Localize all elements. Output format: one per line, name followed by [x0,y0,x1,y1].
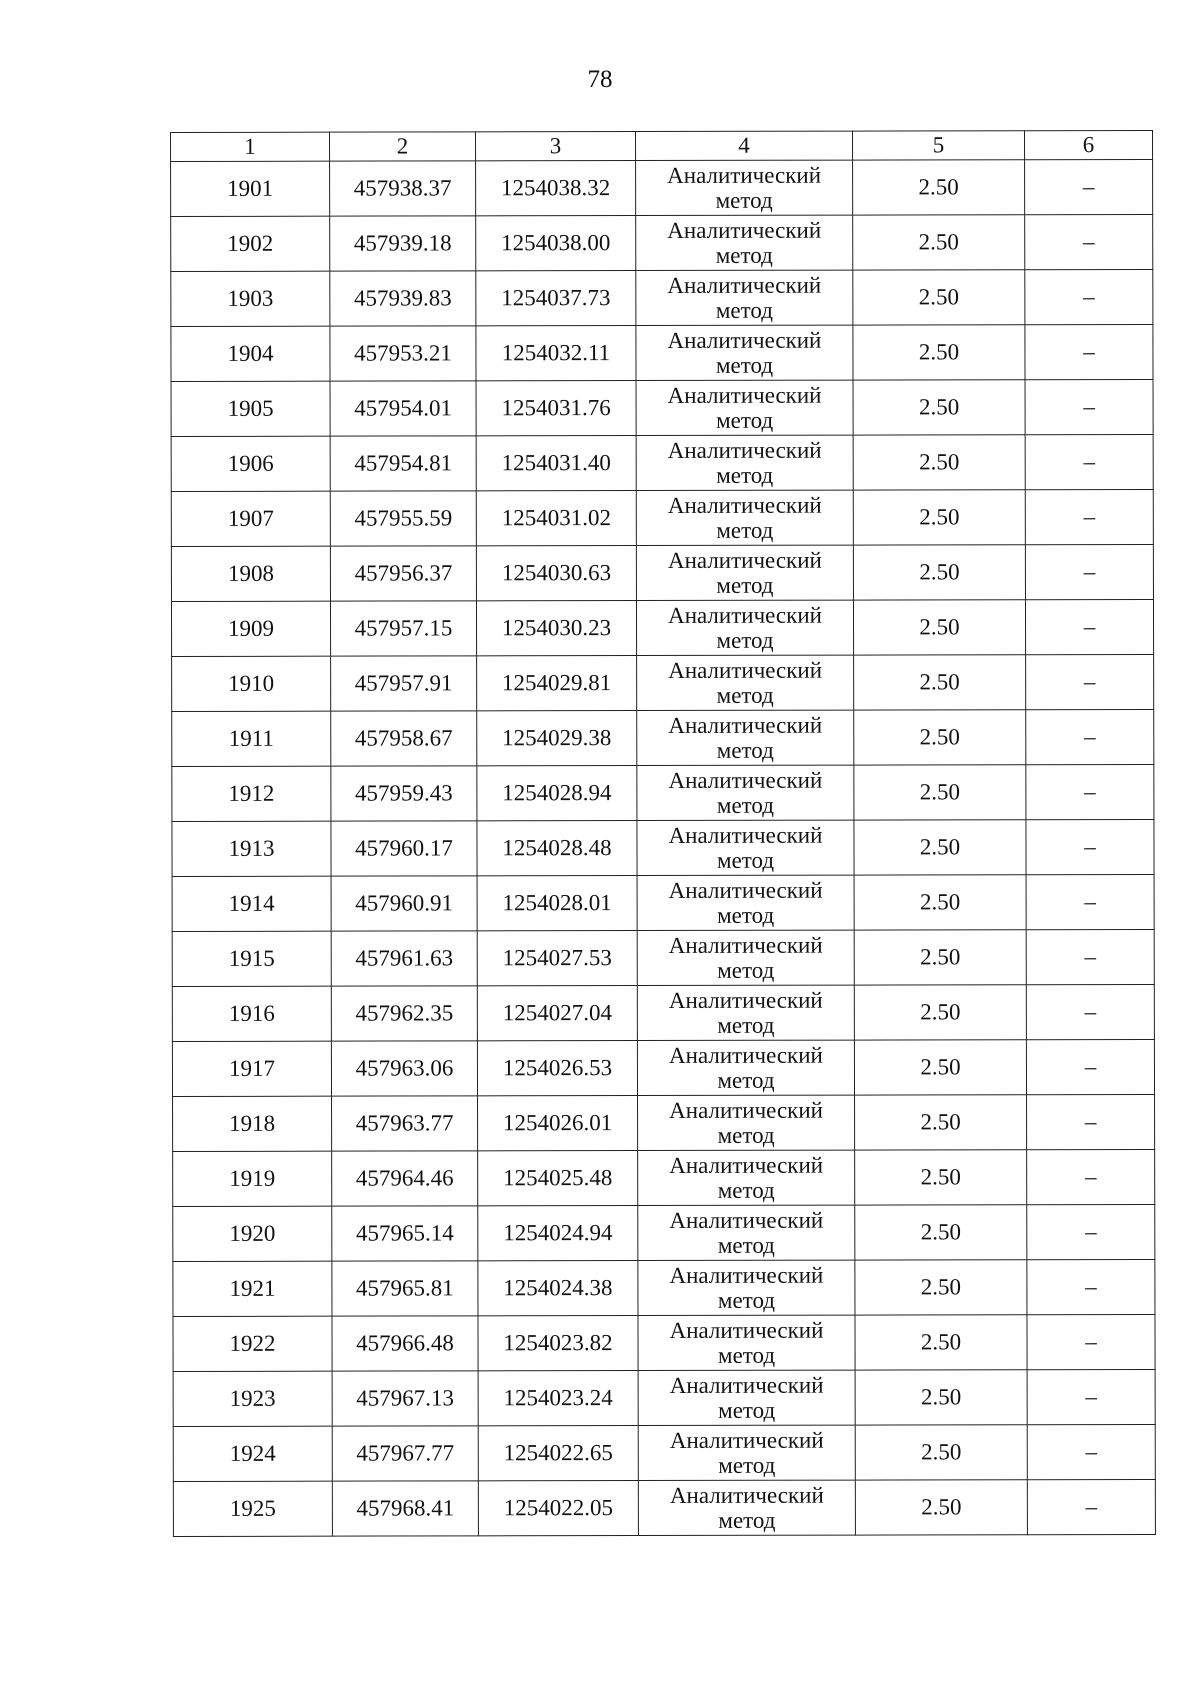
table-row [172,874,1154,931]
accuracy-cell: 2.50 [853,545,1025,600]
method-label-line2: метод [716,627,774,653]
table-row [173,1479,1155,1536]
x-coordinate-cell: 457954.81 [330,436,476,491]
description-cell: – [1027,1369,1155,1424]
description-cell: – [1025,599,1153,654]
description-cell: – [1026,929,1154,984]
method-label-line1: Аналитический [668,767,823,793]
point-number-cell: 1923 [173,1371,332,1426]
y-coordinate-cell: 1254038.32 [476,161,636,216]
description-cell: – [1027,1314,1155,1369]
method-cell [636,160,853,215]
method-cell [636,325,853,380]
method-label-line1: Аналитический [668,987,823,1013]
method-label-line1: Аналитический [669,1262,824,1288]
description-cell: – [1026,874,1154,929]
accuracy-cell: 2.50 [855,1315,1027,1370]
point-number-cell: 1917 [172,1041,331,1096]
method-label-line1: Аналитический [667,272,822,298]
y-coordinate-cell: 1254026.53 [477,1041,637,1096]
method-label-line2: метод [716,737,774,763]
y-coordinate-cell: 1254028.01 [477,876,637,931]
method-label-line1: Аналитический [669,1482,824,1508]
point-number-cell: 1908 [171,546,330,601]
x-coordinate-cell: 457967.77 [332,1426,478,1481]
method-label-line1: Аналитический [669,1427,824,1453]
point-number-cell: 1910 [172,656,331,711]
y-coordinate-cell: 1254027.53 [477,931,637,986]
table-row [173,1259,1155,1316]
x-coordinate-cell: 457957.91 [331,656,477,711]
table-row [171,214,1153,271]
x-coordinate-cell: 457965.14 [332,1206,478,1261]
description-cell: – [1025,544,1153,599]
method-cell [637,1040,854,1095]
method-label-line2: метод [718,1507,776,1533]
table-row [171,489,1153,546]
y-coordinate-cell: 1254023.24 [478,1371,638,1426]
table-row [173,1204,1155,1261]
method-label-line1: Аналитический [667,327,822,353]
table-row [172,984,1154,1041]
accuracy-cell: 2.50 [854,655,1026,710]
method-label-line1: Аналитический [669,1372,824,1398]
y-coordinate-cell: 1254024.38 [478,1261,638,1316]
method-label-line2: метод [715,242,773,268]
y-coordinate-cell: 1254038.00 [476,216,636,271]
y-coordinate-cell: 1254028.94 [477,766,637,821]
point-number-cell: 1924 [173,1426,332,1481]
method-cell [636,380,853,435]
method-label-line2: метод [717,1067,775,1093]
method-label-line1: Аналитический [668,822,823,848]
method-label-line1: Аналитический [668,602,822,628]
description-cell: – [1027,1424,1155,1479]
point-number-cell: 1914 [172,876,331,931]
method-cell [638,1150,855,1205]
description-cell: – [1025,214,1153,269]
method-label-line2: метод [716,572,774,598]
point-number-cell: 1913 [172,821,331,876]
accuracy-cell: 2.50 [853,600,1025,655]
y-coordinate-cell: 1254032.11 [476,326,636,381]
method-cell [637,655,854,710]
x-coordinate-cell: 457961.63 [331,931,477,986]
x-coordinate-cell: 457939.83 [330,271,476,326]
x-coordinate-cell: 457966.48 [332,1316,478,1371]
point-number-cell: 1911 [172,711,331,766]
point-number-cell: 1915 [172,931,331,986]
method-label-line2: метод [717,1012,775,1038]
method-label-line2: метод [716,462,774,488]
method-label-line1: Аналитический [667,547,822,573]
x-coordinate-cell: 457960.17 [331,821,477,876]
method-cell [637,985,854,1040]
method-label-line1: Аналитический [667,217,822,243]
description-cell: – [1025,269,1153,324]
x-coordinate-cell: 457967.13 [332,1371,478,1426]
method-cell [637,930,854,985]
method-label-line1: Аналитический [668,932,823,958]
y-coordinate-cell: 1254030.23 [476,601,636,656]
point-number-cell: 1903 [171,271,330,326]
accuracy-cell: 2.50 [853,380,1025,435]
method-label-line1: Аналитический [667,162,822,188]
y-coordinate-cell: 1254037.73 [476,271,636,326]
method-label-line1: Аналитический [667,492,822,518]
accuracy-cell: 2.50 [853,435,1025,490]
method-cell [637,820,854,875]
method-label-line1: Аналитический [669,1207,824,1233]
method-label-line2: метод [716,682,774,708]
point-number-cell: 1905 [171,381,330,436]
method-label-line2: метод [715,297,773,323]
description-cell: – [1026,819,1154,874]
accuracy-cell: 2.50 [854,1040,1026,1095]
y-coordinate-cell: 1254022.65 [478,1426,638,1481]
description-cell: – [1025,489,1153,544]
y-coordinate-cell: 1254024.94 [478,1206,638,1261]
x-coordinate-cell: 457962.35 [331,986,477,1041]
y-coordinate-cell: 1254029.81 [477,656,637,711]
table-row [171,544,1153,601]
table-header [171,130,1153,161]
y-coordinate-cell: 1254028.48 [477,821,637,876]
accuracy-cell: 2.50 [854,985,1026,1040]
method-cell [638,1370,855,1425]
column-header-3: 3 [476,132,636,161]
x-coordinate-cell: 457963.77 [332,1096,478,1151]
method-cell [636,600,853,655]
table-row [171,269,1153,326]
y-coordinate-cell: 1254031.76 [476,381,636,436]
method-cell [638,1480,855,1535]
description-cell: – [1025,379,1153,434]
method-cell [636,545,853,600]
table-row [172,1039,1154,1096]
table-row [173,1424,1155,1481]
table-row [171,434,1153,491]
method-label-line2: метод [717,957,775,983]
method-label-line2: метод [715,187,773,213]
description-cell: – [1025,434,1153,489]
table-row [171,324,1153,381]
y-coordinate-cell: 1254022.05 [478,1481,638,1536]
x-coordinate-cell: 457939.18 [330,216,476,271]
method-cell [636,435,853,490]
accuracy-cell: 2.50 [853,215,1025,270]
table-row [173,1369,1155,1426]
y-coordinate-cell: 1254031.02 [476,491,636,546]
accuracy-cell: 2.50 [854,875,1026,930]
table-row [172,709,1154,766]
point-number-cell: 1920 [173,1206,332,1261]
point-number-cell: 1902 [171,216,330,271]
y-coordinate-cell: 1254031.40 [476,436,636,491]
accuracy-cell: 2.50 [855,1150,1027,1205]
table-row [172,929,1154,986]
accuracy-cell: 2.50 [855,1425,1027,1480]
method-label-line2: метод [717,1232,775,1258]
y-coordinate-cell: 1254023.82 [478,1316,638,1371]
method-label-line1: Аналитический [667,437,822,463]
y-coordinate-cell: 1254025.48 [478,1151,638,1206]
accuracy-cell: 2.50 [854,930,1026,985]
accuracy-cell: 2.50 [855,1260,1027,1315]
point-number-cell: 1909 [171,601,330,656]
method-label-line1: Аналитический [667,382,822,408]
x-coordinate-cell: 457965.81 [332,1261,478,1316]
description-cell: – [1027,1149,1155,1204]
description-cell: – [1026,764,1154,819]
accuracy-cell: 2.50 [853,325,1025,380]
method-cell [638,1260,855,1315]
method-label-line2: метод [716,847,775,873]
point-number-cell: 1921 [173,1261,332,1316]
method-cell [637,710,854,765]
method-cell [636,270,853,325]
accuracy-cell: 2.50 [855,1370,1027,1425]
point-number-cell: 1922 [173,1316,332,1371]
method-label-line1: Аналитический [669,1152,824,1178]
column-header-5: 5 [852,131,1024,160]
header-row [171,130,1153,161]
method-label-line2: метод [717,1177,775,1203]
method-cell [638,1315,855,1370]
accuracy-cell: 2.50 [855,1095,1027,1150]
column-header-1: 1 [171,132,330,161]
y-coordinate-cell: 1254030.63 [476,546,636,601]
x-coordinate-cell: 457964.46 [332,1151,478,1206]
table-row [171,379,1153,436]
point-number-cell: 1901 [171,161,330,216]
description-cell: – [1026,654,1154,709]
method-label-line2: метод [717,1287,776,1313]
method-cell [637,875,854,930]
point-number-cell: 1907 [171,491,330,546]
table-row [173,1149,1155,1206]
method-label-line2: метод [718,1342,776,1368]
point-number-cell: 1918 [173,1096,332,1151]
accuracy-cell: 2.50 [853,270,1025,325]
method-label-line1: Аналитический [668,712,823,738]
accuracy-cell: 2.50 [854,765,1026,820]
method-label-line2: метод [716,517,774,543]
description-cell: – [1026,1039,1154,1094]
table-row [173,1094,1155,1151]
description-cell: – [1027,1259,1155,1314]
accuracy-cell: 2.50 [854,710,1026,765]
method-label-line2: метод [717,902,775,928]
x-coordinate-cell: 457938.37 [330,161,476,216]
accuracy-cell: 2.50 [853,490,1025,545]
column-header-6: 6 [1024,130,1152,159]
x-coordinate-cell: 457953.21 [330,326,476,381]
point-number-cell: 1916 [172,986,331,1041]
method-cell [638,1425,855,1480]
table-row [173,1314,1155,1371]
method-label-line1: Аналитический [668,1042,823,1068]
description-cell: – [1025,324,1153,379]
point-number-cell: 1912 [172,766,331,821]
method-cell [638,1205,855,1260]
x-coordinate-cell: 457960.91 [331,876,477,931]
description-cell: – [1026,709,1154,764]
column-header-4: 4 [636,131,853,160]
y-coordinate-cell: 1254026.01 [478,1096,638,1151]
x-coordinate-cell: 457958.67 [331,711,477,766]
point-number-cell: 1925 [173,1481,332,1536]
description-cell: – [1027,1479,1155,1534]
accuracy-cell: 2.50 [854,820,1026,875]
x-coordinate-cell: 457954.01 [330,381,476,436]
table-row [171,159,1153,216]
method-cell [636,215,853,270]
table-row [172,654,1154,711]
method-label-line1: Аналитический [668,877,823,903]
accuracy-cell: 2.50 [853,160,1025,215]
description-cell: – [1027,1094,1155,1149]
method-label-line2: метод [715,352,774,378]
method-cell [637,765,854,820]
method-label-line2: метод [718,1397,776,1423]
description-cell: – [1025,159,1153,214]
table-row [172,764,1154,821]
table-body [171,159,1156,1536]
x-coordinate-cell: 457955.59 [330,491,476,546]
x-coordinate-cell: 457956.37 [330,546,476,601]
x-coordinate-cell: 457963.06 [331,1041,477,1096]
method-label-line2: метод [717,1122,775,1148]
column-header-2: 2 [330,132,476,161]
method-label-line1: Аналитический [668,657,823,683]
method-cell [636,490,853,545]
method-label-line1: Аналитический [669,1317,824,1343]
method-label-line2: метод [716,792,774,818]
description-cell: – [1027,1204,1155,1259]
table-row [172,819,1154,876]
method-cell [638,1095,855,1150]
accuracy-cell: 2.50 [855,1205,1027,1260]
table-row [171,599,1153,656]
x-coordinate-cell: 457959.43 [331,766,477,821]
accuracy-cell: 2.50 [855,1480,1027,1535]
method-label-line2: метод [716,407,774,433]
method-label-line2: метод [718,1452,776,1478]
point-number-cell: 1904 [171,326,330,381]
coordinates-table [170,130,1156,1537]
y-coordinate-cell: 1254027.04 [477,986,637,1041]
method-label-line1: Аналитический [669,1097,823,1123]
y-coordinate-cell: 1254029.38 [477,711,637,766]
point-number-cell: 1919 [173,1151,332,1206]
x-coordinate-cell: 457957.15 [330,601,476,656]
x-coordinate-cell: 457968.41 [332,1481,478,1536]
description-cell: – [1026,984,1154,1039]
page-number: 78 [587,66,613,93]
point-number-cell: 1906 [171,436,330,491]
